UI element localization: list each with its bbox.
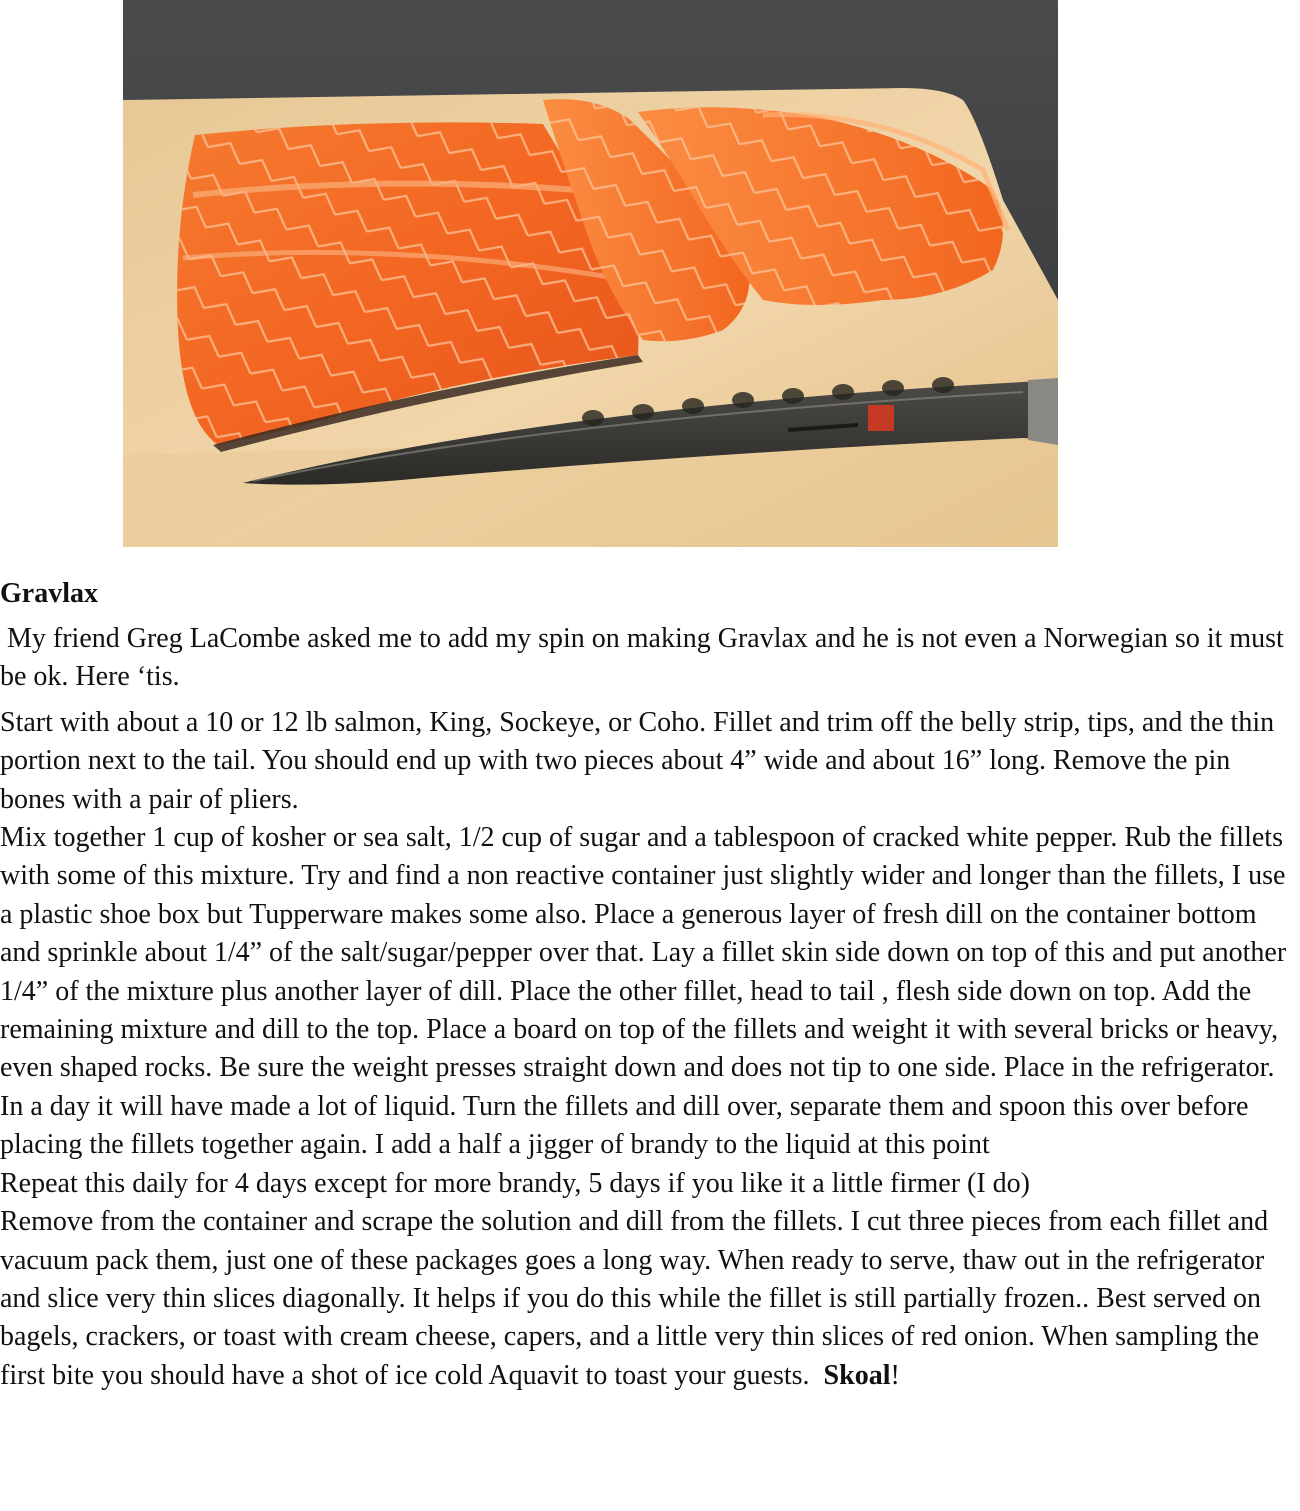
recipe-step-4: [0, 1203, 1300, 1395]
recipe-step-1: Start with about a 10 or 12 lb salmon, King, Sockeye, or Coho. Fillet and trim off the belly strip, tips, and the thin portion next to the tail. You should end up with two pieces about 4” wide and about 16” long. Remove the pin bones with a pair of pliers.: [0, 706, 1275, 815]
gravlax-photo: [123, 0, 1058, 547]
recipe-article: [0, 576, 1300, 1395]
recipe-step-2: Mix together 1 cup of kosher or sea salt, 1/2 cup of sugar and a tablespoon of cracked white pepper. Rub the fillets with some of this mixture. Try and find a non reactive container just slightly wider and longer than the fillets, I use a plastic shoe box but Tupperware makes some also. Place a generous layer of fresh dill on the container bottom and sprinkle about 1/4” of the salt/sugar/pepper over that. Lay a fillet skin side down on top of this and put another 1/4” of the mixture plus another layer of dill. Place the other fillet, head to tail , flesh side down on top. Add the remaining mixture and dill to the top. Place a board on top of the fillets and weight it with several bricks or heavy, even shaped rocks. Be sure the weight presses straight down and does not tip to one side. Place in the refrigerator. In a day it will have made a lot of liquid. Turn the fillets and dill over, separate them and spoon this over before placing the fillets together again. I add a half a jigger of brandy to the liquid at this point: [0, 822, 1287, 1161]
recipe-intro: [0, 620, 1300, 697]
recipe-signoff-punct: !: [890, 1359, 900, 1391]
recipe-step-4-text: Remove from the container and scrape the solution and dill from the fillets. I cut three pieces from each fillet and vacuum pack them, just one of these packages goes a long way. When ready to serve, thaw out in the refrigerator and slice very thin slices diagonally. It helps if you do this while the fillet is still partially frozen.. Best served on bagels, crackers, or toast with cream cheese, capers, and a little very thin slices of red onion. When sampling the first bite you should have a shot of ice cold Aquavit to toast your guests.: [0, 1206, 1269, 1391]
recipe-intro-text: My friend Greg LaCombe asked me to add my spin on making Gravlax and he is not even a Norwegian so it must be ok. Here ‘tis.: [0, 623, 1284, 693]
recipe-step-3: Repeat this daily for 4 days except for more brandy, 5 days if you like it a little firmer (I do): [0, 1167, 1030, 1199]
recipe-title: Gravlax: [0, 578, 98, 609]
recipe-signoff: Skoal: [823, 1359, 891, 1391]
